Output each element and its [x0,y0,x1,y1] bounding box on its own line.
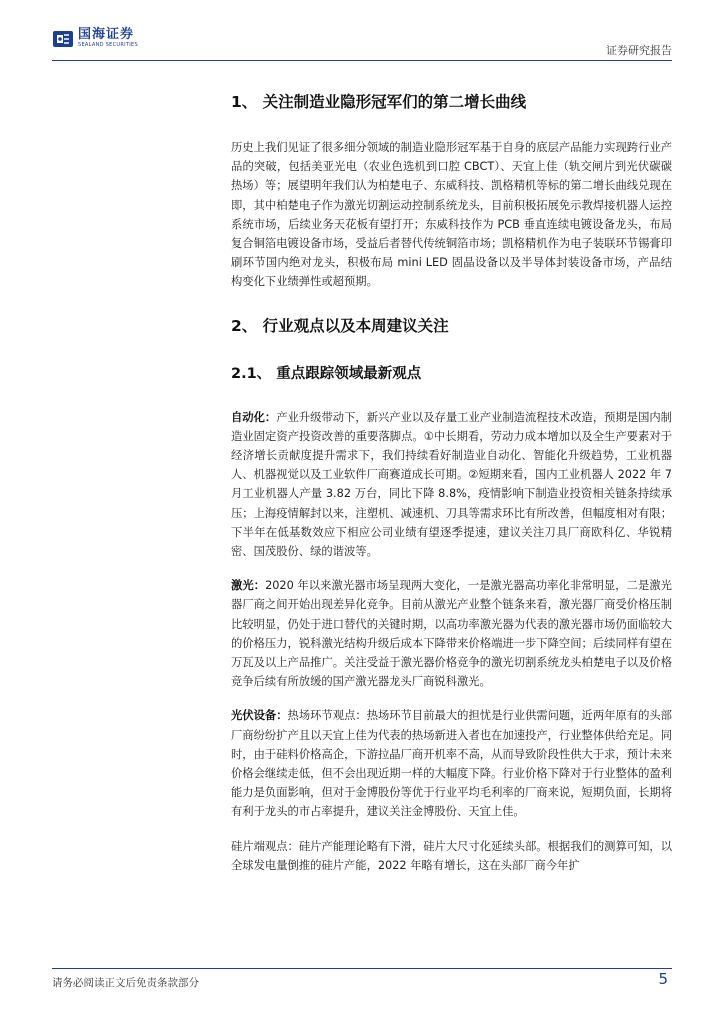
section-2-1-heading: 2.1、 重点跟踪领域最新观点 [231,365,422,382]
disclaimer-note: 请务必阅读正文后免责条款部分 [52,977,199,989]
logo-mark-icon [52,29,74,49]
company-logo [52,28,138,49]
wafer-paragraph: 硅片端观点：硅片产能理论略有下滑，硅片大尺寸化延续头部。根据我们的测算可知，以全球发电量倒推的硅片产能，2022 年略有增长，这在头部厂商今年扩 [231,839,672,872]
footer-divider [52,968,672,969]
laser-label: 激光： [231,579,266,593]
automation-paragraph [231,408,672,562]
logo-chinese-name: 国海证券 [78,27,135,42]
page-header [0,0,724,62]
section-2-heading: 2、 行业观点以及本周建议关注 [231,316,449,335]
automation-label: 自动化： [231,410,277,424]
pv-equipment-text: 热场环节观点：热场环节目前最大的担忧是行业供需问题，近两年原有的头部厂商纷纷扩产且以天宜上佳为代表的热场新进入者也在加速投产，行业整体供给充足。同时，由于硅料价格高企，下游拉晶厂商开机率不高，从而导致阶段性供大于求，预计未来价格会继续走低，但不会出现近期一样的大幅度下降。行业价格下降对于行业整体的盈利能力是负面影响，但对于金博股份等优于行业平均毛利率的厂商来说，短期负面，长期将有利于龙头的市占率提升，建议关注金博股份、天宜上佳。 [231,709,672,819]
laser-text: 2020 年以来激光器市场呈现两大变化，一是激光器高功率化非常明显，二是激光器厂商之间开始出现差异化竞争。目前从激光产业整个链条来看，激光器厂商受价格压制比较明显，仍处于进口替代的关键时期，以高功率激光器为代表的激光器市场仍面临较大的价格压力，锐科激光结构升级后成本下降带来价格端进一步下降空间；后续同样有望在万瓦及以上产品推广。关注受益于激光器价格竞争的激光切割系统龙头柏楚电子以及价格竞争后续有所放缓的国产激光器龙头厂商锐科激光。 [231,579,672,689]
section-1-heading: 1、 关注制造业隐形冠军们的第二增长曲线 [231,93,527,111]
report-body [231,88,672,875]
laser-paragraph [231,576,672,691]
logo-english-name: SEALAND SECURITIES [78,42,138,48]
report-type-label: 证券研究报告 [606,44,672,57]
section-1-paragraph: 历史上我们见证了很多细分领域的制造业隐形冠军基于自身的底层产品能力实现跨行业产品的突破，包括美亚光电（农业色选机到口腔 CBCT）、天宜上佳（轨交闸片到光伏碳碳热场）等；展望明年我们认为柏楚电子、东威科技、凯格精机等标的第二增长曲线兑现在即，其中柏楚电子作为激光切割运动控制系统龙头，目前积极拓展免示教焊接机器人运控系统市场，后续业务天花板有望打开；东威科技作为 PCB 垂直连续电镀设备龙头，布局复合铜箔电镀设备市场，受益后者替代传统铜箔市场；凯格精机作为电子装联环节锡膏印刷环节国内绝对龙头，积极布局 mini LED 固晶设备以及半导体封装设备市场，产品结构变化下业绩弹性或超预期。 [231,141,672,289]
header-divider [52,60,672,61]
automation-text: 产业升级带动下，新兴产业以及存量工业产业制造流程技术改造，预期是国内制造业固定资产投资改善的重要落脚点。①中长期看，劳动力成本增加以及全生产要素对于经济增长贡献度提升需求下，我们持续看好制造业自动化、智能化升级趋势，工业机器人、机器视觉以及工业软件厂商赛道成长可期。②短期来看，国内工业机器人 2022 年 7 月工业机器人产量 3.82 万台，同比下降 8.8%，疫情影响下制造业投资相关链条持续承压；上海疫情解封以来，注塑机、减速机、刀具等需求环比有所改善，但幅度相对有限；下半年在低基数效应下相应公司业绩有望逐季提速，建议关注刀具厂商欧科亿、华锐精密、国茂股份、绿的谐波等。 [231,410,672,559]
pv-equipment-paragraph [231,706,672,821]
page-number: 5 [658,970,668,988]
pv-equipment-label: 光伏设备： [231,709,288,723]
